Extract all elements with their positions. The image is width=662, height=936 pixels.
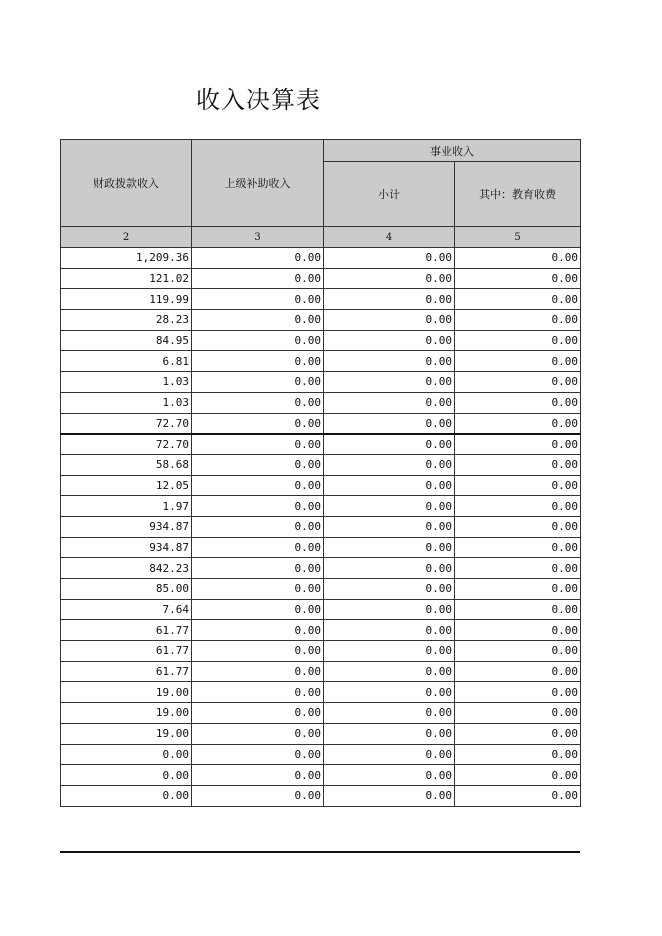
- cell-education-fee: 0.00: [455, 475, 581, 496]
- cell-superior: 0.00: [192, 516, 324, 537]
- table-row: [61, 454, 581, 475]
- cell-fiscal: 934.87: [61, 516, 192, 537]
- cell-subtotal: 0.00: [324, 268, 455, 289]
- header-fiscal-appropriation: 财政拨款收入: [61, 140, 192, 227]
- cell-education-fee: 0.00: [455, 351, 581, 372]
- header-education-fee: 其中：教育收费: [455, 162, 581, 227]
- table-row: [61, 744, 581, 765]
- table-row: [61, 392, 581, 413]
- cell-superior: 0.00: [192, 392, 324, 413]
- table-row: [61, 599, 581, 620]
- cell-superior: 0.00: [192, 579, 324, 600]
- page-title: 收入决算表: [196, 86, 321, 114]
- cell-superior: 0.00: [192, 558, 324, 579]
- income-table: [60, 139, 581, 807]
- cell-fiscal: 28.23: [61, 310, 192, 331]
- table-row: [61, 723, 581, 744]
- table-row: [61, 289, 581, 310]
- cell-subtotal: 0.00: [324, 392, 455, 413]
- cell-subtotal: 0.00: [324, 475, 455, 496]
- header-index-4: 4: [324, 227, 455, 248]
- cell-education-fee: 0.00: [455, 268, 581, 289]
- cell-fiscal: 58.68: [61, 454, 192, 475]
- cell-superior: 0.00: [192, 723, 324, 744]
- cell-subtotal: 0.00: [324, 454, 455, 475]
- cell-subtotal: 0.00: [324, 496, 455, 517]
- cell-education-fee: 0.00: [455, 330, 581, 351]
- cell-fiscal: 1.97: [61, 496, 192, 517]
- cell-education-fee: 0.00: [455, 744, 581, 765]
- table-row: [61, 765, 581, 786]
- table-row: [61, 558, 581, 579]
- cell-subtotal: 0.00: [324, 289, 455, 310]
- cell-education-fee: 0.00: [455, 558, 581, 579]
- cell-subtotal: 0.00: [324, 351, 455, 372]
- cell-subtotal: 0.00: [324, 310, 455, 331]
- cell-superior: 0.00: [192, 475, 324, 496]
- cell-subtotal: 0.00: [324, 785, 455, 806]
- cell-education-fee: 0.00: [455, 537, 581, 558]
- cell-education-fee: 0.00: [455, 289, 581, 310]
- cell-education-fee: 0.00: [455, 454, 581, 475]
- cell-fiscal: 7.64: [61, 599, 192, 620]
- cell-education-fee: 0.00: [455, 392, 581, 413]
- cell-fiscal: 121.02: [61, 268, 192, 289]
- cell-superior: 0.00: [192, 744, 324, 765]
- cell-fiscal: 12.05: [61, 475, 192, 496]
- cell-fiscal: 1,209.36: [61, 248, 192, 269]
- cell-superior: 0.00: [192, 785, 324, 806]
- cell-education-fee: 0.00: [455, 661, 581, 682]
- table-row: [61, 413, 581, 434]
- cell-superior: 0.00: [192, 372, 324, 393]
- cell-education-fee: 0.00: [455, 579, 581, 600]
- cell-subtotal: 0.00: [324, 744, 455, 765]
- cell-education-fee: 0.00: [455, 641, 581, 662]
- cell-superior: 0.00: [192, 599, 324, 620]
- table-body: [61, 248, 581, 807]
- cell-subtotal: 0.00: [324, 516, 455, 537]
- cell-education-fee: 0.00: [455, 620, 581, 641]
- cell-fiscal: 72.70: [61, 434, 192, 455]
- cell-fiscal: 1.03: [61, 372, 192, 393]
- cell-education-fee: 0.00: [455, 682, 581, 703]
- cell-subtotal: 0.00: [324, 372, 455, 393]
- table-row: [61, 372, 581, 393]
- cell-fiscal: 1.03: [61, 392, 192, 413]
- cell-fiscal: 84.95: [61, 330, 192, 351]
- cell-superior: 0.00: [192, 537, 324, 558]
- cell-subtotal: 0.00: [324, 537, 455, 558]
- cell-superior: 0.00: [192, 248, 324, 269]
- bottom-rule: [60, 851, 580, 853]
- cell-fiscal: 19.00: [61, 682, 192, 703]
- cell-superior: 0.00: [192, 310, 324, 331]
- cell-subtotal: 0.00: [324, 723, 455, 744]
- cell-fiscal: 0.00: [61, 765, 192, 786]
- cell-superior: 0.00: [192, 289, 324, 310]
- cell-fiscal: 934.87: [61, 537, 192, 558]
- cell-education-fee: 0.00: [455, 599, 581, 620]
- table-row: [61, 620, 581, 641]
- header-index-5: 5: [455, 227, 581, 248]
- cell-fiscal: 72.70: [61, 413, 192, 434]
- cell-education-fee: 0.00: [455, 496, 581, 517]
- cell-subtotal: 0.00: [324, 330, 455, 351]
- cell-subtotal: 0.00: [324, 599, 455, 620]
- table-row: [61, 641, 581, 662]
- table-row: [61, 310, 581, 331]
- table-row: [61, 496, 581, 517]
- cell-superior: 0.00: [192, 413, 324, 434]
- header-index-2: 2: [61, 227, 192, 248]
- cell-superior: 0.00: [192, 703, 324, 724]
- cell-education-fee: 0.00: [455, 310, 581, 331]
- cell-education-fee: 0.00: [455, 765, 581, 786]
- table-row: [61, 330, 581, 351]
- cell-superior: 0.00: [192, 330, 324, 351]
- cell-fiscal: 19.00: [61, 703, 192, 724]
- cell-subtotal: 0.00: [324, 558, 455, 579]
- cell-education-fee: 0.00: [455, 372, 581, 393]
- header-business-income: 事业收入: [324, 140, 581, 162]
- table-row: [61, 703, 581, 724]
- header-subtotal: 小计: [324, 162, 455, 227]
- cell-superior: 0.00: [192, 765, 324, 786]
- cell-fiscal: 119.99: [61, 289, 192, 310]
- cell-subtotal: 0.00: [324, 248, 455, 269]
- cell-subtotal: 0.00: [324, 765, 455, 786]
- table-row: [61, 785, 581, 806]
- cell-education-fee: 0.00: [455, 248, 581, 269]
- cell-education-fee: 0.00: [455, 785, 581, 806]
- cell-fiscal: 61.77: [61, 661, 192, 682]
- cell-superior: 0.00: [192, 620, 324, 641]
- cell-fiscal: 85.00: [61, 579, 192, 600]
- cell-education-fee: 0.00: [455, 703, 581, 724]
- cell-subtotal: 0.00: [324, 413, 455, 434]
- cell-education-fee: 0.00: [455, 516, 581, 537]
- header-superior-subsidy: 上级补助收入: [192, 140, 324, 227]
- cell-fiscal: 6.81: [61, 351, 192, 372]
- cell-fiscal: 61.77: [61, 641, 192, 662]
- table-row: [61, 537, 581, 558]
- cell-superior: 0.00: [192, 641, 324, 662]
- cell-subtotal: 0.00: [324, 703, 455, 724]
- cell-education-fee: 0.00: [455, 413, 581, 434]
- cell-superior: 0.00: [192, 682, 324, 703]
- table-row: [61, 579, 581, 600]
- table-row: [61, 268, 581, 289]
- table-header: [61, 140, 581, 248]
- cell-education-fee: 0.00: [455, 434, 581, 455]
- table-row: [61, 351, 581, 372]
- cell-subtotal: 0.00: [324, 661, 455, 682]
- cell-fiscal: 61.77: [61, 620, 192, 641]
- cell-education-fee: 0.00: [455, 723, 581, 744]
- cell-subtotal: 0.00: [324, 641, 455, 662]
- cell-superior: 0.00: [192, 496, 324, 517]
- cell-superior: 0.00: [192, 661, 324, 682]
- cell-subtotal: 0.00: [324, 682, 455, 703]
- cell-fiscal: 0.00: [61, 785, 192, 806]
- table-row: [61, 682, 581, 703]
- cell-fiscal: 19.00: [61, 723, 192, 744]
- table-row: [61, 434, 581, 455]
- table-row: [61, 248, 581, 269]
- cell-superior: 0.00: [192, 351, 324, 372]
- table-row: [61, 475, 581, 496]
- cell-superior: 0.00: [192, 434, 324, 455]
- cell-subtotal: 0.00: [324, 434, 455, 455]
- cell-subtotal: 0.00: [324, 620, 455, 641]
- cell-superior: 0.00: [192, 454, 324, 475]
- table-row: [61, 516, 581, 537]
- cell-fiscal: 0.00: [61, 744, 192, 765]
- header-index-3: 3: [192, 227, 324, 248]
- cell-superior: 0.00: [192, 268, 324, 289]
- table-row: [61, 661, 581, 682]
- cell-subtotal: 0.00: [324, 579, 455, 600]
- cell-fiscal: 842.23: [61, 558, 192, 579]
